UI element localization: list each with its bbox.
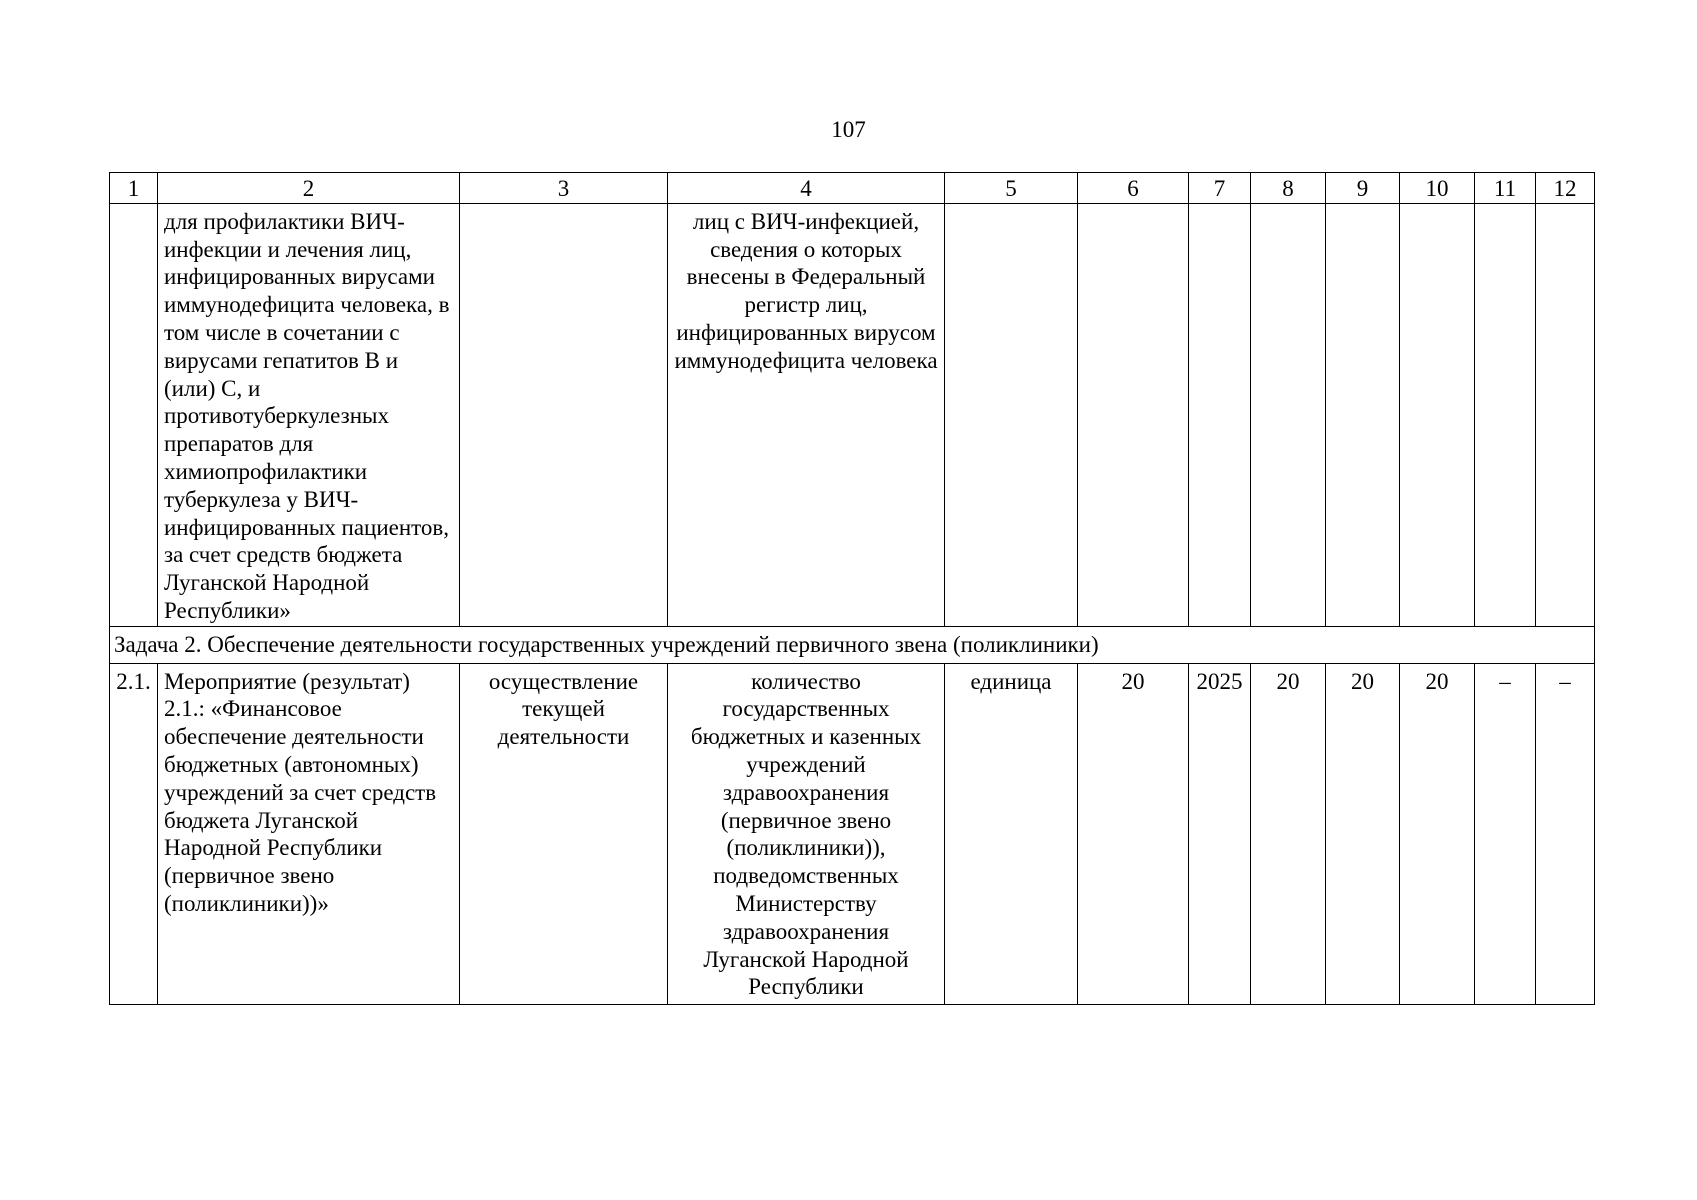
header-cell-9: 9: [1326, 173, 1400, 204]
header-cell-11: 11: [1475, 173, 1536, 204]
task-row: [110, 626, 1595, 663]
header-cell-4: 4: [668, 173, 945, 204]
cell-value-8: 20: [1251, 663, 1326, 1004]
cell-value-11: [1475, 203, 1536, 626]
cell-number: 2.1.: [110, 663, 158, 1004]
cell-indicator: лиц с ВИЧ-инфекцией, сведения о которых внесены в Федеральный регистр лиц, инфицированных вирусом иммунодефицита человека: [668, 203, 945, 626]
header-cell-7: 7: [1189, 173, 1251, 204]
header-cell-10: 10: [1400, 173, 1475, 204]
cell-base-year: [1189, 203, 1251, 626]
table-row-2-1: [110, 663, 1595, 1004]
cell-value-10: 20: [1400, 663, 1475, 1004]
header-cell-5: 5: [945, 173, 1078, 204]
header-cell-6: 6: [1078, 173, 1189, 204]
header-cell-3: 3: [460, 173, 668, 204]
cell-value-12: [1536, 203, 1595, 626]
cell-measure-type: осуществление текущей деятельности: [460, 663, 668, 1004]
header-cell-12: 12: [1536, 173, 1595, 204]
cell-measure-name: Мероприятие (результат) 2.1.: «Финансовое обеспечение деятельности бюджетных (автономных) учреждений за счет средств бюджета Луганской Народной Республики (первичное звено (поликлиники))»: [158, 663, 460, 1004]
header-cell-2: 2: [158, 173, 460, 204]
cell-value-11: –: [1475, 663, 1536, 1004]
page-number: 107: [831, 117, 866, 142]
cell-value-8: [1251, 203, 1326, 626]
cell-indicator: количество государственных бюджетных и казенных учреждений здравоохранения (первичное звено (поликлиники)), подведомственных Министерству здравоохранения Луганской Народной Республики: [668, 663, 945, 1004]
cell-base-value: 20: [1078, 663, 1189, 1004]
cell-value-9: [1326, 203, 1400, 626]
cell-number: [110, 203, 158, 626]
header-cell-1: 1: [110, 173, 158, 204]
header-cell-8: 8: [1251, 173, 1326, 204]
cell-unit: [945, 203, 1078, 626]
task-heading: Задача 2. Обеспечение деятельности государственных учреждений первичного звена (поликлиники): [110, 626, 1595, 663]
table-row-continuation: [110, 203, 1595, 626]
indicators-table: [109, 172, 1595, 1005]
cell-value-10: [1400, 203, 1475, 626]
cell-value-9: 20: [1326, 663, 1400, 1004]
cell-unit: единица: [945, 663, 1078, 1004]
cell-measure-name: для профилактики ВИЧ-инфекции и лечения лиц, инфицированных вирусами иммунодефицита человека, в том числе в сочетании с вирусами гепатитов В и (или) С, и противотуберкулезных препаратов для химиопрофилактики туберкулеза у ВИЧ-инфицированных пациентов, за счет средств бюджета Луганской Народной Республики»: [158, 203, 460, 626]
cell-measure-type: [460, 203, 668, 626]
table-header-row: [110, 173, 1595, 204]
cell-base-value: [1078, 203, 1189, 626]
cell-value-12: –: [1536, 663, 1595, 1004]
cell-base-year: 2025: [1189, 663, 1251, 1004]
